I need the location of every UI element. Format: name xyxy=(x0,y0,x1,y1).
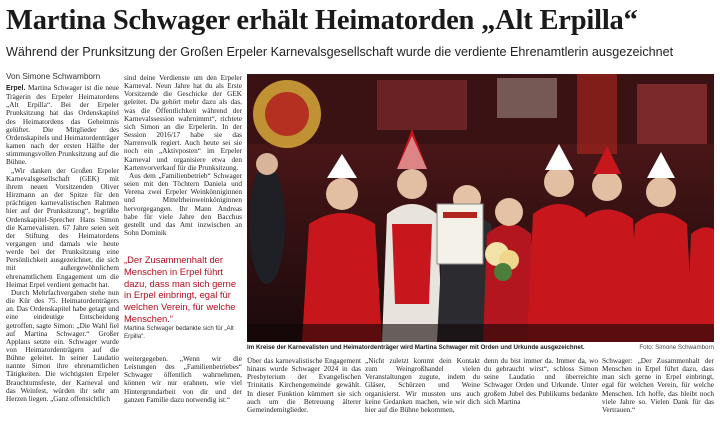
paragraph: weitergegeben. „Wenn wir die Leistungen des „Familienbetriebes“ Schwager öffentlich wahrnehmen, können wir nur erahnen, wie viel Hintergrundarbeit von dir und der ganzen Familie dazu notwendig ist.“ xyxy=(124,355,242,404)
article-column-1 xyxy=(6,84,119,421)
article-column-5 xyxy=(484,357,598,421)
paragraph: „Nicht zuletzt kommt dein Kontakt zum Weingroßhandel vielen Veranstaltungen zugute, indem du Gläser, Schürzen und Weine organisierst. Wir mussten uns auch keine Gedanken machen, wie wir dich hier auf die Bühne bekommen, xyxy=(365,357,480,414)
article-column-3 xyxy=(247,357,361,421)
paragraph: Aus dem „Familienbetrieb“ Schwager seien mit den Töchtern Daniela und Verena zwei Erpeler Weinkönniginnen und Mittelrheinweinköniginnen hervorgegangen. Ihr Mann Andreas habe für viele Jahre den Bacchus gestellt und das Amt inzwischen an Sohn Dominik xyxy=(124,171,242,237)
article-headline: Martina Schwager erhält Heimatorden „Alt Erpilla“ xyxy=(6,5,638,36)
dateline: Erpel. xyxy=(6,85,26,92)
photo-caption: Im Kreise der Karnevalisten und Heimatordenträger wird Martina Schwager mit Orden und Urkunde ausgezeichnet. xyxy=(247,344,585,351)
article-photo xyxy=(247,74,714,342)
paragraph: sind deine Verdienste um den Erpeler Karneval. Neun Jahre hat du als Erste Vorsitzende die Geschicke der GEK geleitet. Da gehört mehr dazu als das, was die Öffentlichkeit während der Karnevalssession wahrnimmt“, richtete sich Simon an die Erpelerin. In der Session 2016/17 habe sie das Narrenvolk regiert. Auch heute sei sie noch ein „Aktivposten“ im Erpeler Karneval und organisiere etwa den Kartenvorverkauf für die Prunksitzung. xyxy=(124,74,242,172)
paragraph: denn du bist immer da. Immer da, wo du gebraucht wirst“, schloss Simon seine Laudatio und überreichte Schwager Orden und Urkunde. Unter großem Jubel des Publikums bedankte sich Martina xyxy=(484,357,598,406)
article-subheadline: Während der Prunksitzung der Großen Erpeler Karnevalsgesellschaft wurde die verdiente Ehrenamtlerin ausgezeichnet xyxy=(6,45,674,59)
paragraph-text: Martina Schwager ist die neue Trägerin des Erpeler Heimatordens „Alt Erpilla“. Bei der Erpeler Prunksitzung hat das Ordenskapitel des Heimatordens das Geheimnis gelüftet. Die Mitglieder des Ordenskapitels und Heimatordenträger kamen nach der ersten Hälfte der stimmungsvollen Prunksitzung auf die Bühne. xyxy=(6,84,119,167)
article-column-2 xyxy=(124,74,242,248)
pull-quote-caption: Martina Schwager bedankte sich für „Alt Erpilla“. xyxy=(124,325,234,340)
article-byline: Von Simone Schwamborn xyxy=(6,72,101,81)
pull-quote: „Der Zusammenhalt der Menschen in Erpel führt dazu, dass man sich gerne in Erpel einbringt, egal für welchen Verein, für welche Menschen.“ xyxy=(124,254,237,324)
paragraph: „Wir danken der Großen Erpeler Karnevalsgesellschaft (GEK) mit ihrem neuen Vorsitzenden Oliver Hirzmann an der Spitze für den prächtigen karnevalistischen Rahmen hier auf der Prunksitzung“, begrüßte Ordenskapitel-Sprecher Hans Simon die Karnevalisten. 67 Jahre seien seit der Stiftung des Heimatordens vergangen und damals wie heute werde bei der Prunksitzung eine Persönlichkeit ausgezeichnet, die sich mit außergewöhnlichem ehrenamtlichem Engagement um die Heimat Erpel verdient gemacht hat. xyxy=(6,166,119,289)
paragraph xyxy=(6,84,119,167)
photo-illustration xyxy=(247,74,714,342)
photo-credit: Foto: Simone Schwamborn xyxy=(639,344,714,351)
article-column-2-continued xyxy=(124,355,242,421)
photo-caption-bar xyxy=(247,344,714,352)
article-column-4 xyxy=(365,357,480,421)
paragraph: Durch Mehrfachvergaben stehe nun die Kür des 75. Heimatordenträgers an. Das Ordenskapitel habe getagt und eine eindeutige Entscheidung getroffen, sagte Simon: „Die Wahl fiel auf Martina Schwager.“ Großer Applaus setzte ein. Schwager wurde von Heimatordenträgern auf die Bühne geleitet. In seiner Laudatio nannte Simon ihre ehrenamtlichen Tätigkeiten. Die wichtigsten Erpeler Brauchtumsfeste, der Karneval und das Weinfest, würden ihr sehr am Herzen liegen. „Ganz offensichtlich xyxy=(6,288,119,403)
article-column-6 xyxy=(602,357,714,421)
paragraph: Schwager: „Der Zusammenhalt der Menschen in Erpel führt dazu, dass man sich gerne in Erpel einbringt, egal für welchen Verein, für welche Menschen. Ich hoffe, das bleibt noch viele Jahre so. Vielen Dank für das Vertrauen.“ xyxy=(602,357,714,414)
paragraph: Über das karnevalistische Engagement hinaus wurde Schwager 2024 in das Presbyterium der Evangelischen Trinitatis Kirchengemeinde gewählt. In dieser Funktion kümmert sie sich auch um die Betreuung älterer Gemeindemitglieder. xyxy=(247,357,361,414)
